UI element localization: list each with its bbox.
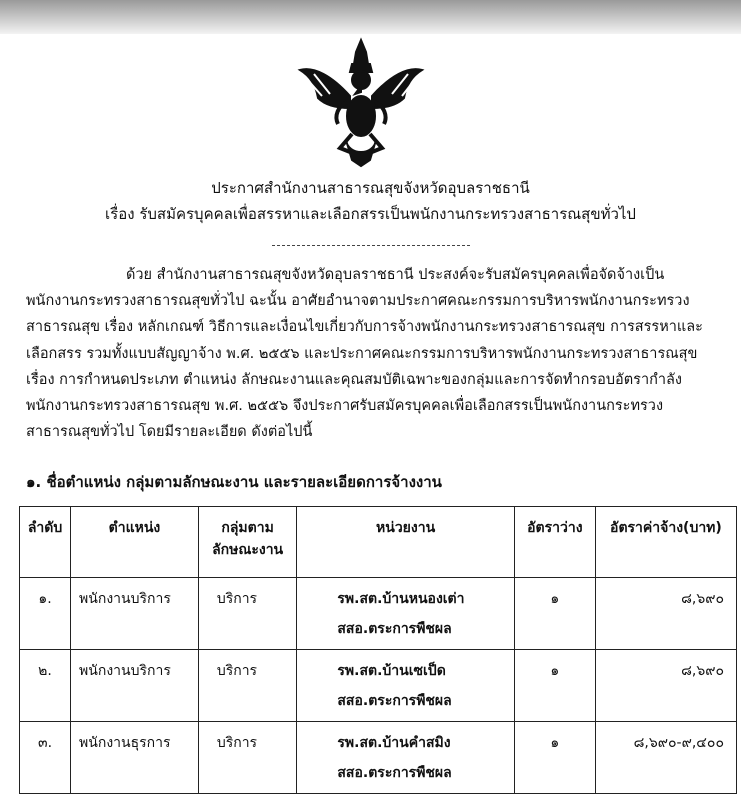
cell-position: พนักงานธุรการ [71, 722, 199, 794]
unit-line1: รพ.สต.บ้านหนองเต่า [337, 591, 465, 607]
cell-unit [297, 722, 514, 794]
header-pay: อัตราค่าจ้าง(บาท) [595, 507, 736, 578]
cell-group: บริการ [198, 650, 297, 722]
unit-line2: สสอ.ตระการพืชผล [337, 693, 452, 709]
body-line: พนักงานกระทรวงสาธารณสุข พ.ศ. ๒๕๕๖ จึงประกาศรับสมัครบุคคลเพื่อเลือกสรรเป็นพนักงานกระทรวง [26, 398, 664, 415]
cell-position: พนักงานบริการ [71, 650, 199, 722]
cell-order: ๒. [20, 650, 71, 722]
header-group-line1: กลุ่มตาม [221, 520, 274, 536]
unit-line2: สสอ.ตระการพืชผล [337, 621, 452, 637]
cell-vacancies: ๑ [514, 650, 595, 722]
cell-vacancies: ๑ [514, 578, 595, 650]
body-line: เรื่อง การกำหนดประเภท ตำแหน่ง ลักษณะงานและคุณสมบัติเฉพาะของกลุ่มและการจัดทำกรอบอัตรากำลัง [26, 371, 682, 388]
unit-line2: สสอ.ตระการพืชผล [337, 765, 452, 781]
photo-top-shadow [0, 0, 741, 34]
announcement-body [26, 262, 716, 445]
subject-title: เรื่อง รับสมัครบุคคลเพื่อสรรหาและเลือกสรรเป็นพนักงานกระทรวงสาธารณสุขทั่วไป [105, 205, 636, 223]
cell-order: ๑. [20, 578, 71, 650]
table-header-row [20, 507, 737, 578]
cell-group: บริการ [198, 578, 297, 650]
table-row [20, 578, 737, 650]
cell-unit [297, 650, 514, 722]
dashed-divider [272, 245, 470, 246]
body-line: พนักงานกระทรวงสาธารณสุขทั่วไป ฉะนั้น อาศัยอำนาจตามประกาศคณะกรรมการบริหารพนักงานกระทรวง [26, 293, 690, 310]
cell-pay: ๘,๖๙๐ [595, 650, 736, 722]
cell-position: พนักงานบริการ [71, 578, 199, 650]
body-line: สาธารณสุข เรื่อง หลักเกณฑ์ วิธีการและเงื่อนไขเกี่ยวกับการจ้างพนักงานกระทรวงสาธารณสุข การสรรหาและ [26, 319, 703, 336]
garuda-emblem-icon [292, 36, 430, 168]
cell-pay: ๘,๖๙๐ [595, 578, 736, 650]
header-position: ตำแหน่ง [71, 507, 199, 578]
body-line: เลือกสรร รวมทั้งแบบสัญญาจ้าง พ.ศ. ๒๕๕๖ และประกาศคณะกรรมการบริหารพนักงานกระทรวงสาธารณสุข [26, 345, 698, 362]
header-group [198, 507, 297, 578]
table-row [20, 722, 737, 794]
body-line: ด้วย สำนักงานสาธารณสุขจังหวัดอุบลราชธานี ประสงค์จะรับสมัครบุคคลเพื่อจัดจ้างเป็น [126, 267, 665, 283]
unit-line1: รพ.สต.บ้านคำสมิง [337, 735, 451, 751]
unit-line1: รพ.สต.บ้านเซเป็ด [337, 663, 446, 679]
cell-pay: ๘,๖๙๐-๙,๔๐๐ [595, 722, 736, 794]
body-line: สาธารณสุขทั่วไป โดยมีรายละเอียด ดังต่อไปนี้ [26, 424, 313, 441]
cell-unit [297, 578, 514, 650]
announcement-title: ประกาศสำนักงานสาธารณสุขจังหวัดอุบลราชธานี [211, 179, 530, 197]
cell-group: บริการ [198, 722, 297, 794]
cell-vacancies: ๑ [514, 722, 595, 794]
section-heading: ๑. ชื่อตำแหน่ง กลุ่มตามลักษณะงาน และรายละเอียดการจ้างงาน [26, 473, 442, 491]
positions-table [19, 506, 737, 794]
header-vacancies: อัตราว่าง [514, 507, 595, 578]
header-group-line2: ลักษณะงาน [212, 542, 284, 558]
table-row [20, 650, 737, 722]
header-order: ลำดับ [20, 507, 71, 578]
cell-order: ๓. [20, 722, 71, 794]
header-unit: หน่วยงาน [297, 507, 514, 578]
